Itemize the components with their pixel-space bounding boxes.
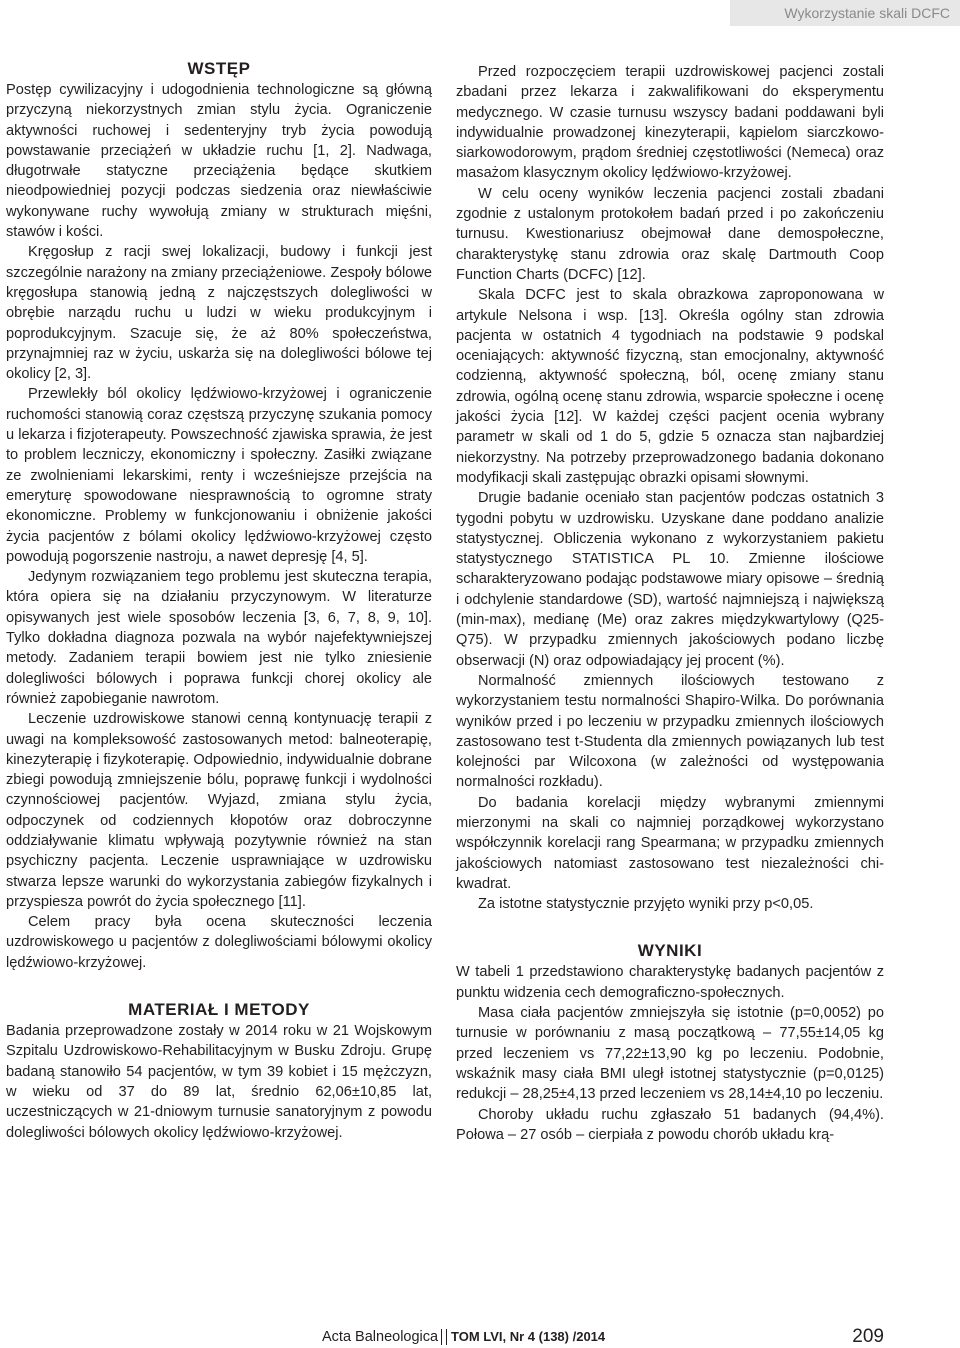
- paragraph: Jedynym rozwiązaniem tego problemu jest skuteczna terapia, która opiera się na działaniu przyczynowym. W literaturze opisywanych jest wiele sposobów leczenia [3, 6, 7, 8, 9, 10]. Tylko dokładna diagnoza pozwala na wybór najefektywniejszej metody. Zadaniem terapii bowiem jest nie tylko zniesienie dolegliwości bólowych i poprawa funkcji chorej okolicy ale również zapobieganie nawrotom.: [6, 569, 432, 707]
- paragraph: Normalność zmiennych ilościowych testowano z wykorzystaniem testu normalności Shapiro-Wilka. Do porównania wyników przed i po leczeniu w przypadku zmiennych ilościowych zastosowano test t-Studenta dla zmiennych powiązanych lub test kolejności par Wilcoxona (w zależności od występowania normalności rozkładu).: [456, 672, 884, 791]
- paragraph: Do badania korelacji między wybranymi zmiennymi mierzonymi na skali co najmniej porządkowej wykorzystano współczynnik korelacji rang Spearmana; w przypadku zmiennych jakościowych natomiast zastosowano test niezależności chi- kwadrat.: [456, 794, 884, 892]
- paragraph: Przewlekły ból okolicy lędźwiowo-krzyżowej i ograniczenie ruchomości stanowią coraz częstszą przyczynę szukania pomocy u lekarza i fizjoterapeuty. Powszechność zjawiska sprawia, że jest to problem leczniczy, ekonomiczny i społeczny. Zasiłki związane ze zwolnieniami lekarskimi, renty i wcześniejsze przejścia na emeryturę spowodowane niesprawnością to ogromne straty ekonomiczne. Problemy w funkcjonowaniu i obniżenie jakości życia pacjentów z bólami okolicy lędźwiowo-krzyżowej często powodują pogorszenie nastroju, a nawet depresję [4, 5].: [6, 386, 432, 565]
- paragraph: Skala DCFC jest to skala obrazkowa zaproponowana w artykule Nelsona i wsp. [13]. Określa ogólny stan zdrowia pacjenta w ostatnich 4 tygodniach na podstawie 9 podskal oceniających: aktywność fizyczną, stan emocjonalny, aktywność codzienną, aktywność społeczną, ból, ocenę zmiany stanu zdrowia, ogólną ocenę stanu zdrowia, wsparcie społeczne i ocenę jakości życia [12]. W każdej części pacjent ocenia wybrany parametr w skali od 1 do 5, gdzie 5 oznacza stan najbardziej niekorzystny. Na potrzeby przeprowadzonego badania dokonano modyfikacji skali zastępując obrazki opisami słownymi.: [456, 287, 884, 486]
- intro-heading: WSTĘP: [187, 59, 251, 78]
- left-column: [6, 58, 432, 1143]
- paragraph: Leczenie uzdrowiskowe stanowi cenną kontynuację terapii z uwagi na kompleksowość zastosowanych metod: balneoterapię, kinezyterapię i fizykoterapię. Odpowiednio, indywidualnie dobrane zbiegi powodują zmniejszenie bólu, poprawę funkcji i wydolności czynnościowej pacjentów. Wyjazd, zmiana stylu życia, odpoczynek od codziennych kłopotów oraz dobroczynne oddziaływanie klimatu wpływają pozytywnie również na stan psychiczny pacjenta. Leczenie usprawniające w uzdrowisku stwarza lepsze warunki do wykorzystania zabiegów fizykalnych i przyspiesza powrót do życia społecznego [11].: [6, 711, 432, 910]
- issue-info: TOM LVI, Nr 4 (138) /2014: [451, 1329, 606, 1344]
- page-number: 209: [852, 1326, 884, 1347]
- footer-separator: [441, 1329, 447, 1345]
- paragraph: Badania przeprowadzone zostały w 2014 roku w 21 Wojskowym Szpitalu Uzdrowiskowo-Rehabilitacyjnym w Busku Zdroju. Grupę badaną stanowiło 54 pacjentów, w tym 39 kobiet i 15 mężczyzn, w wieku od 37 do 89 lat, średnio 62,06±10,85 lat, uczestniczących w 21-dniowym turnusie sanatoryjnym z powodu dolegliwości bólowych okolicy lędźwiowo-krzyżowej.: [6, 1023, 432, 1141]
- running-title: Wykorzystanie skali DCFC: [730, 0, 960, 26]
- paragraph: Celem pracy była ocena skuteczności leczenia uzdrowiskowego u pacjentów z dolegliwościami bólowymi okolicy lędźwiowo-krzyżowej.: [6, 914, 432, 971]
- paragraph: Postęp cywilizacyjny i udogodnienia technologiczne są główną przyczyną niekorzystnych zmian stylu życia. Ograniczenie aktywności ruchowej i sedenteryjny tryb życia powodują powstawanie przeciążeń w układzie ruchu [1, 2]. Nadwaga, długotrwałe statyczne przeciążenia będące skutkiem nieodpowiedniej pozycji podczas siedzenia oraz niewłaściwie wykonywane ruchy wywołują zmiany w strukturach mięśni, stawów i kości.: [6, 82, 432, 241]
- paragraph: Drugie badanie oceniało stan pacjentów podczas ostatnich 3 tygodni pobytu w uzdrowisku. Uzyskane dane poddano analizie statystycznej. Obliczenia wykonano z wykorzystaniem pakietu statystycznego STATISTICA PL 10. Zmienne ilościowe scharakteryzowano podając podstawowe miary opisowe – średnią i odchylenie standardowe (SD), wartość najmniejszą i największą (min-max), medianę (Me) oraz zakres międzykwartylowy (Q25-Q75). W przypadku zmiennych jakościowych podano liczbę obserwacji (N) oraz odpowiadający jej procent (%).: [456, 490, 884, 669]
- paragraph: Przed rozpoczęciem terapii uzdrowiskowej pacjenci zostali zbadani przez lekarza i zakwalifikowani do eksperymentu medycznego. W czasie turnusu wszyscy badani poddawani byli indywidualnie prowadzonej kinezyterapii, kąpielom siarczkowo-siarkowodorowym, prądom średniej częstotliwości (Nemeca) oraz masażom klasycznym okolicy lędźwiowo-krzyżowej.: [456, 64, 884, 182]
- paragraph: Kręgosłup z racji swej lokalizacji, budowy i funkcji jest szczególnie narażony na zmiany przeciążeniowe. Zespoły bólowe kręgosłupa stanowią jedną z najczęstszych dolegliwości w obrębie narządu ruchu u ludzi w wieku produkcyjnym i poprodukcyjnym. Szacuje się, że aż 80% społeczeństwa, przynajmniej raz w życiu, uskarża się na dolegliwości bólowe tej okolicy [2, 3].: [6, 244, 432, 383]
- paragraph: Za istotne statystycznie przyjęto wyniki przy p<0,05.: [478, 896, 814, 913]
- paragraph: W celu oceny wyników leczenia pacjenci zostali zbadani zgodnie z ustalonym protokołem badań przed i po zakończeniu turnusu. Kwestionariusz obejmował dane demospołeczne, charakterystykę stanu zdrowia oraz skalę Dartmouth Coop Function Charts (DCFC) [12].: [456, 185, 884, 283]
- page-footer: [0, 1326, 960, 1348]
- methods-heading: MATERIAŁ I METODY: [128, 1000, 310, 1020]
- paragraph: Masa ciała pacjentów zmniejszyła się istotnie (p=0,0052) po turnusie w porównaniu z masą początkową – 77,55±14,05 kg przed leczeniem vs 77,22±13,90 kg po leczeniu. Podobnie, wskaźnik masy ciała BMI uległ istotnej statystycznie (p=0,0125) redukcji – 28,25±4,13 przed leczeniem vs 28,14±4,10 po leczeniu.: [456, 1005, 884, 1103]
- paragraph: W tabeli 1 przedstawiono charakterystykę badanych pacjentów z punktu widzenia cech demograficzno-społecznych.: [456, 964, 884, 1001]
- journal-name: Acta Balneologica: [322, 1329, 439, 1345]
- paragraph: Choroby układu ruchu zgłaszało 51 badanych (94,4%). Połowa – 27 osób – cierpiała z powodu chorób układu krą-: [456, 1106, 884, 1143]
- right-column: [456, 62, 884, 1145]
- results-heading: WYNIKI: [637, 941, 703, 961]
